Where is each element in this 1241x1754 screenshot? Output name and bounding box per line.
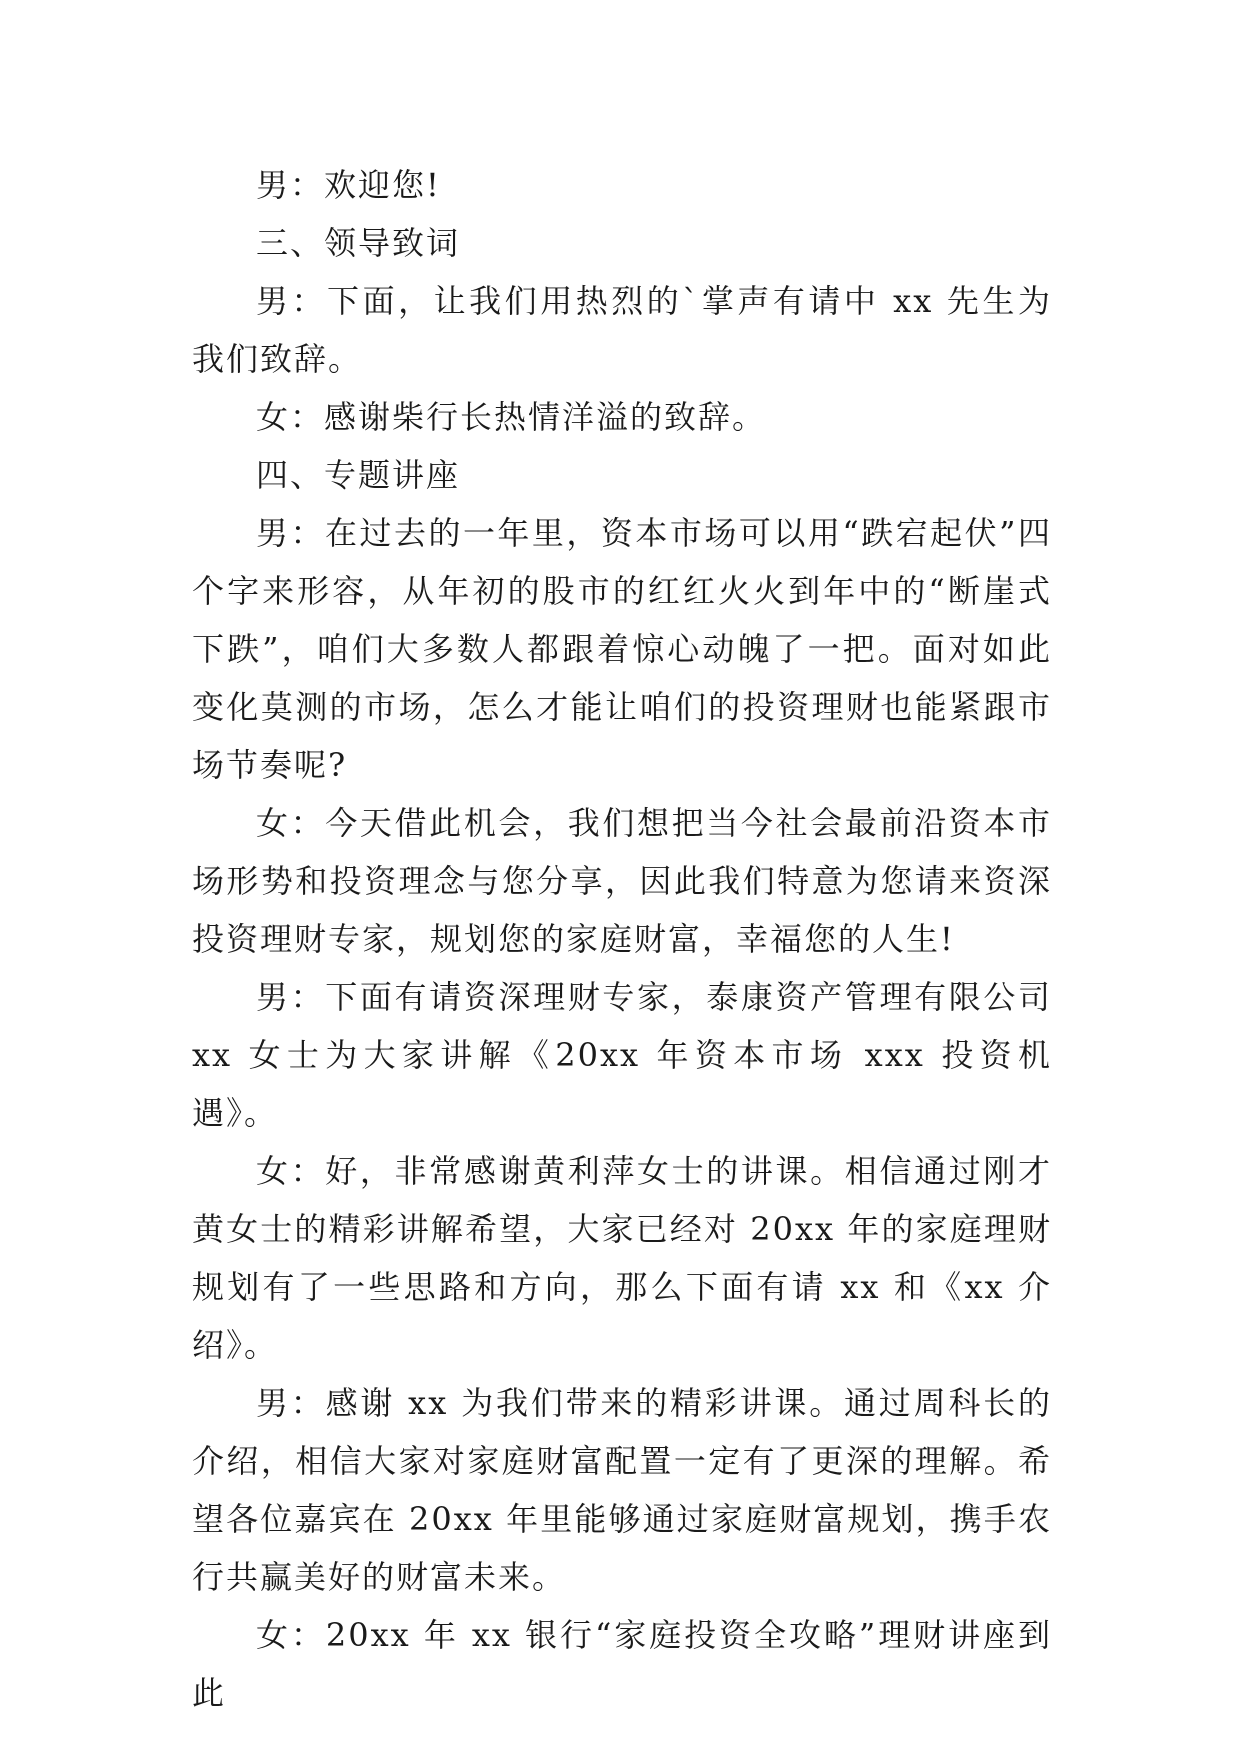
document-body [192, 156, 1052, 1722]
section-heading-lecture: 四、专题讲座 [256, 456, 461, 494]
paragraph-market-review: 男：在过去的一年里，资本市场可以用“跌宕起伏”四个字来形容，从年初的股市的红红火火到年中的“断崖式下跌”，咱们大多数人都跟着惊心动魄了一把。面对如此变化莫测的市场，怎么才能让咱们的投资理财也能紧跟市场节奏呢? [192, 514, 1052, 784]
paragraph-invite-speech: 男：下面，让我们用热烈的`掌声有请中 xx 先生为我们致辞。 [192, 282, 1052, 378]
paragraph-invite-expert: 男：下面有请资深理财专家，泰康资产管理有限公司 xx 女士为大家讲解《20xx 年资本市场 xxx 投资机遇》。 [192, 978, 1052, 1132]
section-heading-leader-speech: 三、领导致词 [256, 224, 461, 262]
paragraph-thanks-introduction: 男：感谢 xx 为我们带来的精彩讲课。通过周科长的介绍，相信大家对家庭财富配置一定有了更深的理解。希望各位嘉宾在 20xx 年里能够通过家庭财富规划，携手农行共赢美好的财富未来。 [192, 1384, 1052, 1596]
paragraph-welcome: 男：欢迎您! [256, 166, 441, 204]
paragraph-thanks-expert: 女：好，非常感谢黄利萍女士的讲课。相信通过刚才黄女士的精彩讲解希望，大家已经对 20xx 年的家庭理财规划有了一些思路和方向，那么下面有请 xx 和《xx 介绍》。 [192, 1152, 1052, 1364]
paragraph-thanks-speech: 女：感谢柴行长热情洋溢的致辞。 [256, 398, 767, 436]
paragraph-share-ideas: 女：今天借此机会，我们想把当今社会最前沿资本市场形势和投资理念与您分享，因此我们特意为您请来资深投资理财专家，规划您的家庭财富，幸福您的人生! [192, 804, 1052, 958]
paragraph-closing: 女：20xx 年 xx 银行“家庭投资全攻略”理财讲座到此 [192, 1616, 1052, 1712]
